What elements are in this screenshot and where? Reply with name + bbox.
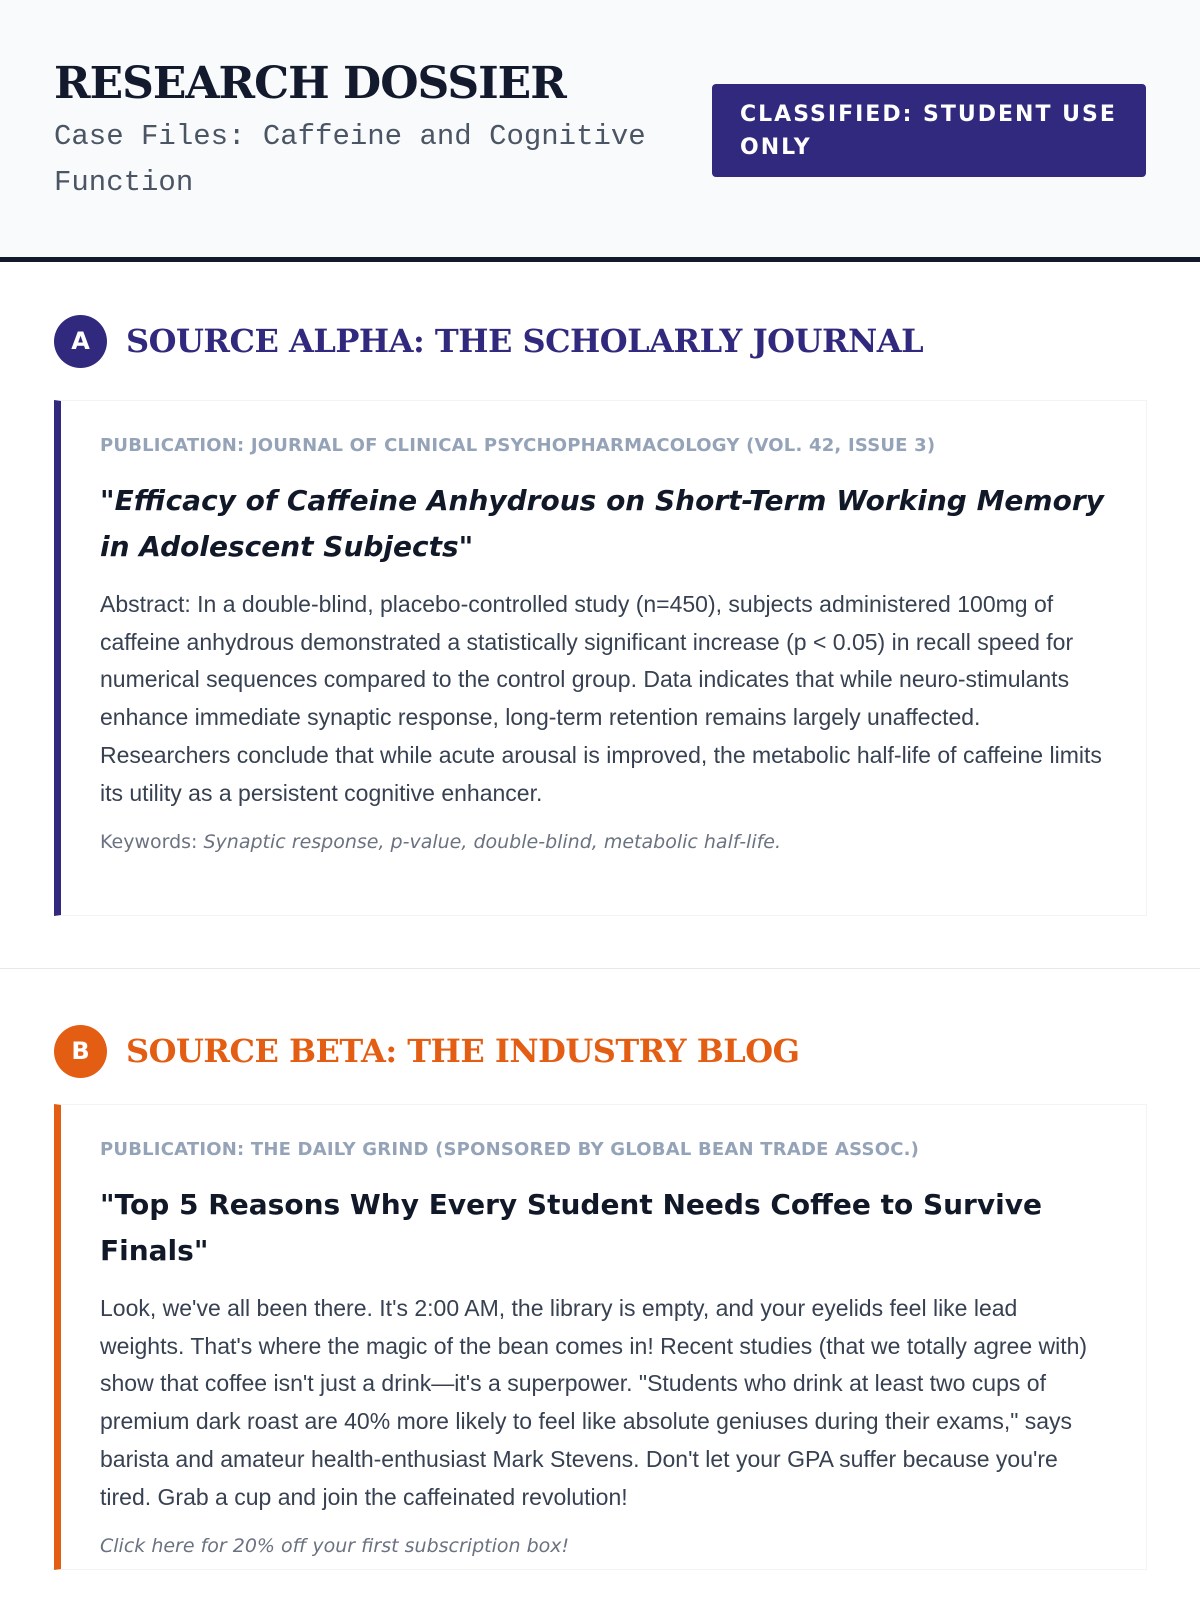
source-alpha-badge-icon: A xyxy=(54,315,107,368)
source-beta-heading xyxy=(54,1024,799,1078)
page-title: RESEARCH DOSSIER xyxy=(54,58,566,109)
source-alpha-abstract: Abstract: In a double-blind, placebo-controlled study (n=450), subjects administered 100mg of caffeine anhydrous demonstrated a statistically significant increase (p < 0.05) in recall speed for numerical sequences compared to the control group. Data indicates that while neuro-stimulants enhance immediate synaptic response, long-term retention remains largely unaffected. Researchers conclude that while acute arousal is improved, the metabolic half-life of caffeine limits its utility as a persistent cognitive enhancer. xyxy=(100,591,1102,806)
page-subtitle: Case Files: Caffeine and Cognitive Function xyxy=(54,120,646,199)
source-beta-title: SOURCE BETA: THE INDUSTRY BLOG xyxy=(126,1032,800,1070)
keywords-value: Synaptic response, p-value, double-blind, metabolic half-life. xyxy=(203,831,782,854)
source-alpha-headline: "Efficacy of Caffeine Anhydrous on Short-Term Working Memory in Adolescent Subjects" xyxy=(100,484,1104,563)
dossier-header xyxy=(0,0,1200,262)
source-beta-card xyxy=(54,1104,1147,1570)
source-alpha-publication: PUBLICATION: JOURNAL OF CLINICAL PSYCHOPHARMACOLOGY (VOL. 42, ISSUE 3) xyxy=(100,435,936,456)
source-beta-body: Look, we've all been there. It's 2:00 AM, the library is empty, and your eyelids feel like lead weights. That's where the magic of the bean comes in! Recent studies (that we totally agree with) show that coffee isn't just a drink—it's a superpower. "Students who drink at least two cups of premium dark roast are 40% more likely to feel like absolute geniuses during their exams," says barista and amateur health-enthusiast Mark Stevens. Don't let your GPA suffer because you're tired. Grab a cup and join the caffeinated revolution! xyxy=(100,1295,1088,1510)
source-alpha-title: SOURCE ALPHA: THE SCHOLARLY JOURNAL xyxy=(126,322,924,360)
source-beta-publication: PUBLICATION: THE DAILY GRIND (SPONSORED BY GLOBAL BEAN TRADE ASSOC.) xyxy=(100,1139,920,1160)
source-beta-headline: "Top 5 Reasons Why Every Student Needs Coffee to Survive Finals" xyxy=(100,1188,1042,1267)
subscription-link[interactable]: Click here for 20% off your first subscription box! xyxy=(100,1535,570,1558)
source-alpha-heading xyxy=(54,314,923,368)
source-alpha-card xyxy=(54,400,1147,916)
classified-badge: CLASSIFIED: STUDENT USE ONLY xyxy=(712,84,1146,177)
source-alpha-keywords xyxy=(100,831,1106,853)
section-divider xyxy=(0,968,1200,969)
keywords-label: Keywords: xyxy=(100,831,198,854)
source-beta-badge-icon: B xyxy=(54,1025,107,1078)
